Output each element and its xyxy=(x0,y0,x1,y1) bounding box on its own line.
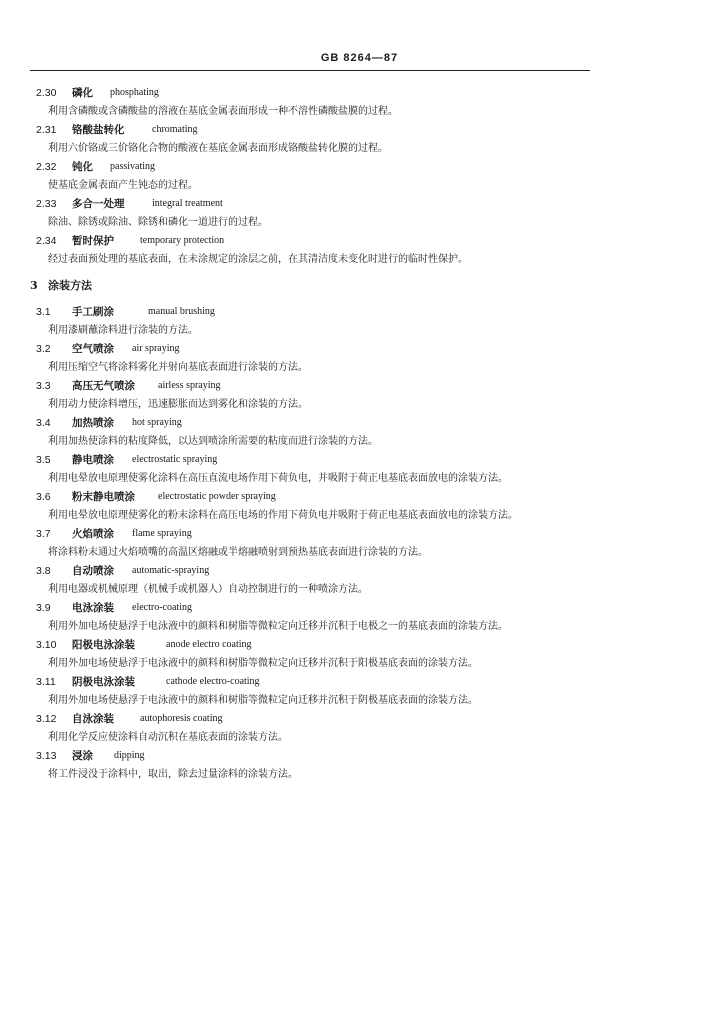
term-definition: 将工件浸没于涂料中，取出，除去过量涂料的涂装方法。 xyxy=(48,769,298,780)
term-chinese: 粉末静电喷涂 xyxy=(72,491,135,503)
term-definition: 利用加热使涂料的粘度降低，以达到喷涂所需要的粘度而进行涂装的方法。 xyxy=(48,436,378,447)
term-number: 3.5 xyxy=(36,454,51,466)
term-number: 3.11 xyxy=(36,676,56,688)
term-definition: 利用电晕放电原理使雾化涂料在高压直流电场作用下荷负电，并吸附于荷正电基底表面放电的涂装方法。 xyxy=(48,473,508,484)
page-header: GB 8264—87 xyxy=(320,52,399,64)
term-heading xyxy=(0,488,719,506)
term-chinese: 空气喷涂 xyxy=(72,343,114,355)
term-definition: 利用电器或机械原理（机械手或机器人）自动控制进行的一种喷涂方法。 xyxy=(48,584,368,595)
term-entry xyxy=(0,377,719,414)
term-heading xyxy=(0,195,719,213)
term-english: electrostatic spraying xyxy=(132,454,218,465)
term-entry xyxy=(0,84,719,121)
term-english: chromating xyxy=(152,124,198,135)
term-chinese: 火焰喷涂 xyxy=(72,528,114,540)
term-entry xyxy=(0,414,719,451)
term-number: 3.12 xyxy=(36,713,57,725)
section-heading xyxy=(0,275,719,297)
term-definition: 使基底金属表面产生钝态的过程。 xyxy=(48,180,198,191)
term-heading xyxy=(0,451,719,469)
term-english: electrostatic powder spraying xyxy=(158,491,276,502)
term-english: air spraying xyxy=(132,343,180,354)
term-definition: 除油、除锈或除油、除锈和磷化一道进行的过程。 xyxy=(48,217,268,228)
term-number: 3.3 xyxy=(36,380,51,392)
term-definition: 利用外加电场使悬浮于电泳液中的颜料和树脂等微粒定向迁移并沉积于阴极基底表面的涂装方法。 xyxy=(48,695,478,706)
term-number: 2.33 xyxy=(36,198,57,210)
term-number: 3.2 xyxy=(36,343,51,355)
term-chinese: 自动喷涂 xyxy=(72,565,114,577)
term-number: 2.34 xyxy=(36,235,57,247)
term-chinese: 自泳涂装 xyxy=(72,713,114,725)
term-definition: 利用电晕放电原理使雾化的粉末涂料在高压电场的作用下荷负电并吸附于荷正电基底表面放电的涂装方法。 xyxy=(48,510,518,521)
term-english: passivating xyxy=(110,161,155,172)
term-definition: 利用外加电场使悬浮于电泳液中的颜料和树脂等微粒定向迁移并沉积于阳极基底表面的涂装方法。 xyxy=(48,658,478,669)
term-chinese: 钝化 xyxy=(72,161,93,173)
term-english: automatic-spraying xyxy=(132,565,210,576)
term-english: airless spraying xyxy=(158,380,221,391)
term-entry xyxy=(0,525,719,562)
term-heading xyxy=(0,636,719,654)
term-heading xyxy=(0,414,719,432)
term-number: 3.7 xyxy=(36,528,51,540)
term-heading xyxy=(0,562,719,580)
term-heading xyxy=(0,84,719,102)
term-english: electro-coating xyxy=(132,602,192,613)
term-entry xyxy=(0,158,719,195)
term-english: manual brushing xyxy=(148,306,215,317)
term-chinese: 多合一处理 xyxy=(72,198,125,210)
term-chinese: 暂时保护 xyxy=(72,235,114,247)
term-entry xyxy=(0,599,719,636)
term-entry xyxy=(0,562,719,599)
term-entry xyxy=(0,747,719,784)
term-english: cathode electro-coating xyxy=(166,676,260,687)
term-entry xyxy=(0,636,719,673)
term-number: 3.6 xyxy=(36,491,51,503)
term-number: 3.4 xyxy=(36,417,51,429)
term-number: 3.1 xyxy=(36,306,51,318)
term-chinese: 高压无气喷涂 xyxy=(72,380,135,392)
term-entry xyxy=(0,195,719,232)
term-number: 2.30 xyxy=(36,87,57,99)
term-english: integral treatment xyxy=(152,198,223,209)
term-english: hot spraying xyxy=(132,417,182,428)
term-entry xyxy=(0,451,719,488)
term-english: temporary protection xyxy=(140,235,225,246)
term-english: autophoresis coating xyxy=(140,713,223,724)
term-chinese: 电泳涂装 xyxy=(72,602,114,614)
term-heading xyxy=(0,340,719,358)
term-number: 2.32 xyxy=(36,161,57,173)
term-entry xyxy=(0,340,719,377)
term-chinese: 铬酸盐转化 xyxy=(72,124,125,136)
term-chinese: 静电喷涂 xyxy=(72,454,114,466)
term-chinese: 加热喷涂 xyxy=(72,417,114,429)
term-definition: 利用漆刷蘸涂料进行涂装的方法。 xyxy=(48,325,198,336)
term-definition: 利用化学反应使涂料自动沉积在基底表面的涂装方法。 xyxy=(48,732,288,743)
term-number: 3.10 xyxy=(36,639,57,651)
term-number: 3.8 xyxy=(36,565,51,577)
term-heading xyxy=(0,158,719,176)
term-definition: 将涂料粉末通过火焰喷嘴的高温区熔融或半熔融喷射到预热基底表面进行涂装的方法。 xyxy=(48,547,428,558)
term-english: phosphating xyxy=(110,87,159,98)
section-number: 3 xyxy=(30,279,38,292)
term-heading xyxy=(0,673,719,691)
term-entry xyxy=(0,303,719,340)
term-heading xyxy=(0,303,719,321)
term-definition: 利用外加电场使悬浮于电泳液中的颜料和树脂等微粒定向迁移并沉积于电极之一的基底表面的涂装方法。 xyxy=(48,621,508,632)
term-chinese: 磷化 xyxy=(72,87,93,99)
term-chinese: 浸涂 xyxy=(72,750,93,762)
term-chinese: 阴极电泳涂装 xyxy=(72,676,135,688)
term-heading xyxy=(0,121,719,139)
term-heading xyxy=(0,710,719,728)
term-english: flame spraying xyxy=(132,528,192,539)
term-definition: 利用动力使涂料增压，迅速膨胀而达到雾化和涂装的方法。 xyxy=(48,399,308,410)
term-heading xyxy=(0,747,719,765)
term-heading xyxy=(0,599,719,617)
term-definition: 利用含磷酸或含磷酸盐的溶液在基底金属表面形成一种不溶性磷酸盐膜的过程。 xyxy=(48,106,398,117)
section-label: 涂装方法 xyxy=(48,279,92,292)
term-number: 2.31 xyxy=(36,124,57,136)
term-definition: 利用压缩空气将涂料雾化并射向基底表面进行涂装的方法。 xyxy=(48,362,308,373)
term-heading xyxy=(0,232,719,250)
term-english: dipping xyxy=(114,750,145,761)
terms-list-2 xyxy=(0,84,719,269)
term-entry xyxy=(0,488,719,525)
term-definition: 经过表面预处理的基底表面，在未涂规定的涂层之前，在其清洁度未变化时进行的临时性保护。 xyxy=(48,254,468,265)
term-number: 3.9 xyxy=(36,602,51,614)
term-chinese: 手工刷涂 xyxy=(72,306,114,318)
term-number: 3.13 xyxy=(36,750,57,762)
term-chinese: 阳极电泳涂装 xyxy=(72,639,135,651)
header-rule xyxy=(30,70,590,71)
term-heading xyxy=(0,377,719,395)
document-body xyxy=(0,84,719,784)
term-entry xyxy=(0,673,719,710)
terms-list-3 xyxy=(0,303,719,784)
term-heading xyxy=(0,525,719,543)
term-entry xyxy=(0,232,719,269)
term-entry xyxy=(0,710,719,747)
term-entry xyxy=(0,121,719,158)
term-definition: 利用六价铬或三价铬化合物的酸液在基底金属表面形成铬酸盐转化膜的过程。 xyxy=(48,143,388,154)
term-english: anode electro coating xyxy=(166,639,252,650)
